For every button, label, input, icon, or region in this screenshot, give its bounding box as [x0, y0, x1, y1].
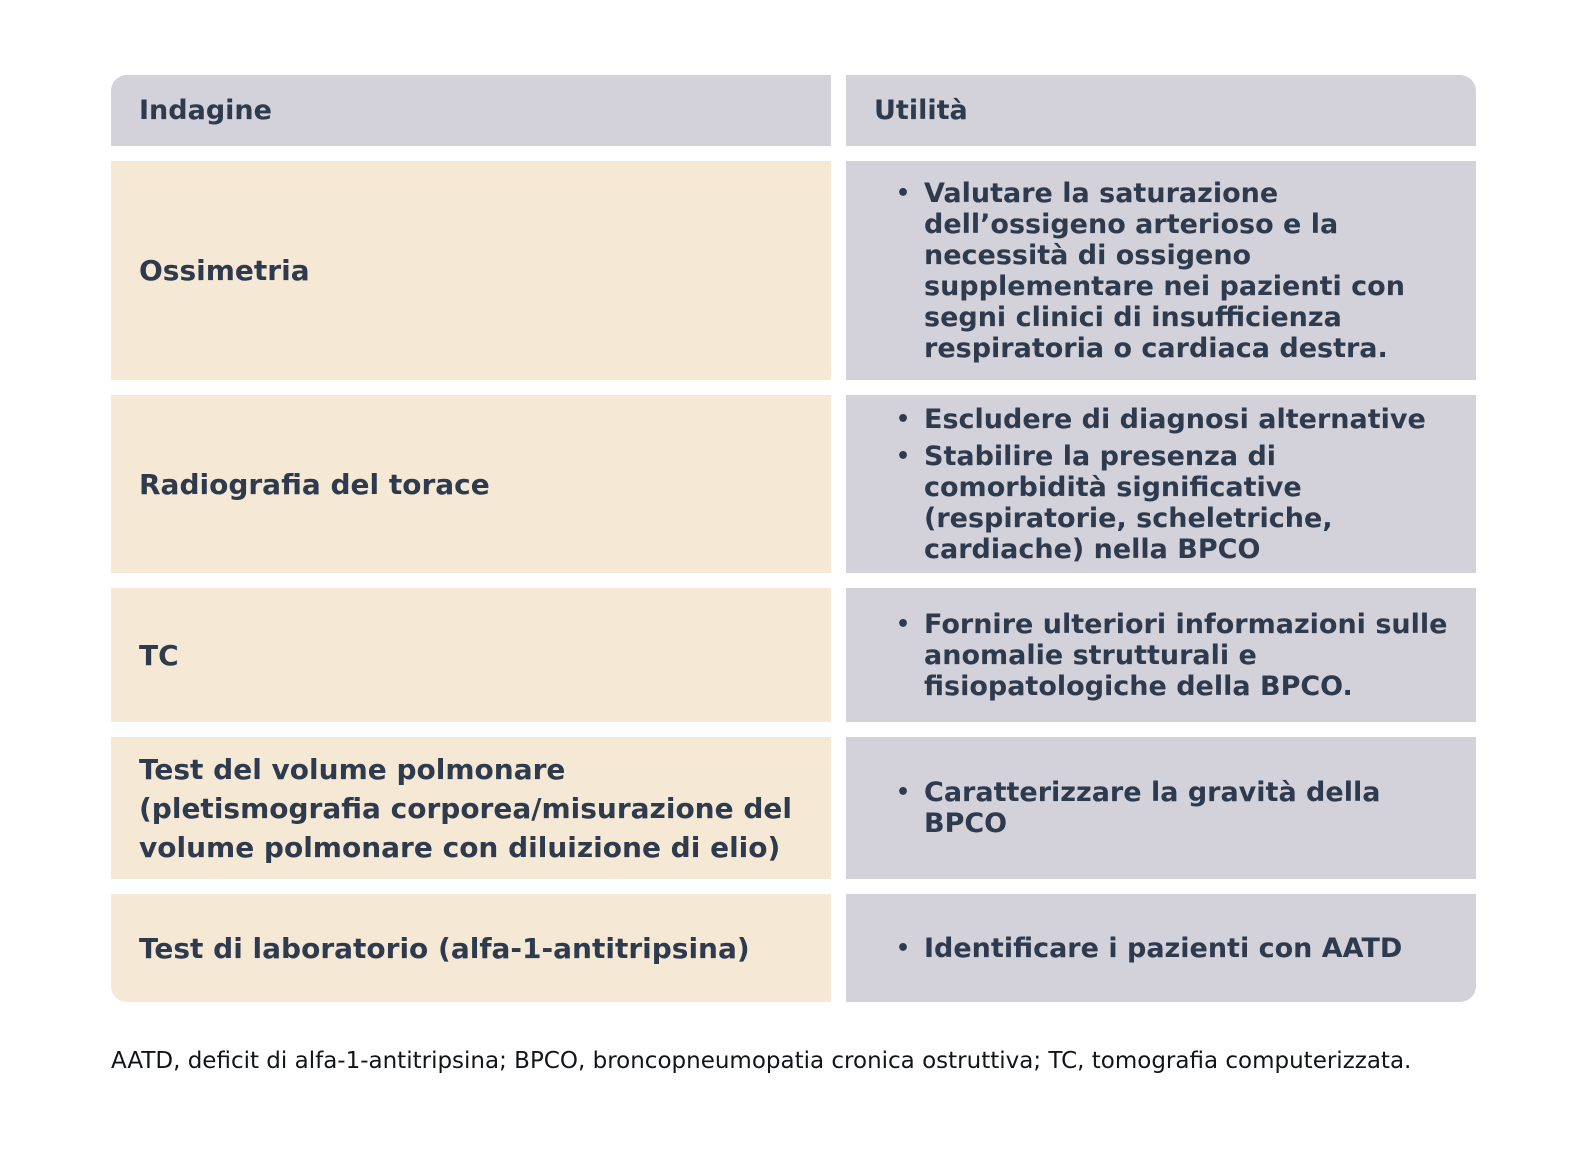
bullet-icon: • — [896, 780, 911, 805]
table-row — [111, 894, 1476, 1002]
utilita-list — [896, 609, 1464, 702]
table-row — [111, 395, 1476, 573]
list-item — [896, 609, 1464, 702]
list-item — [896, 178, 1464, 364]
table-row — [111, 737, 1476, 879]
header-utilita: Utilità — [846, 75, 1476, 146]
indagine-cell: Ossimetria — [111, 161, 831, 380]
list-item-text: Valutare la saturazione dell’ossigeno arterioso e la necessità di ossigeno supplementare nei pazienti con segni clinici di insufficienza respiratoria o cardiaca destra. — [924, 177, 1405, 364]
bullet-icon: • — [896, 406, 911, 432]
utilita-cell — [846, 395, 1476, 573]
indagine-cell: Test del volume polmonare (pletismografia corporea/misurazione del volume polmonare con diluizione di elio) — [111, 737, 831, 879]
utilita-list — [896, 178, 1464, 364]
utilita-cell — [846, 894, 1476, 1002]
table-header-row — [111, 75, 1476, 146]
bullet-icon: • — [896, 443, 911, 469]
utilita-cell — [846, 161, 1476, 380]
list-item-text: Caratterizzare la gravità della BPCO — [924, 777, 1381, 839]
list-item-text: Identificare i pazienti con AATD — [924, 932, 1403, 964]
indagine-cell: TC — [111, 588, 831, 722]
table-row — [111, 588, 1476, 722]
indagine-cell: Radiografia del torace — [111, 395, 831, 573]
utilita-cell — [846, 588, 1476, 722]
list-item — [896, 777, 1464, 839]
list-item — [896, 441, 1464, 565]
bullet-icon: • — [896, 935, 911, 961]
header-indagine: Indagine — [111, 75, 831, 146]
bullet-icon: • — [896, 180, 911, 206]
utilita-list — [896, 404, 1464, 565]
footnote: AATD, deficit di alfa-1-antitripsina; BPCO, broncopneumopatia cronica ostruttiva; TC, tomografia computerizzata. — [111, 1048, 1412, 1074]
table-row — [111, 161, 1476, 380]
utilita-list — [896, 933, 1464, 964]
bullet-icon: • — [896, 611, 911, 637]
list-item — [896, 404, 1464, 435]
list-item-text: Stabilire la presenza di comorbidità significative (respiratorie, scheletriche, cardiache) nella BPCO — [924, 440, 1333, 565]
utilita-list — [896, 777, 1464, 839]
list-item-text: Escludere di diagnosi alternative — [924, 403, 1426, 435]
indagine-cell: Test di laboratorio (alfa-1-antitripsina) — [111, 894, 831, 1002]
utilita-cell — [846, 737, 1476, 879]
list-item — [896, 933, 1464, 964]
list-item-text: Fornire ulteriori informazioni sulle anomalie strutturali e fisiopatologiche della BPCO. — [924, 608, 1448, 702]
investigations-table — [111, 75, 1476, 1002]
